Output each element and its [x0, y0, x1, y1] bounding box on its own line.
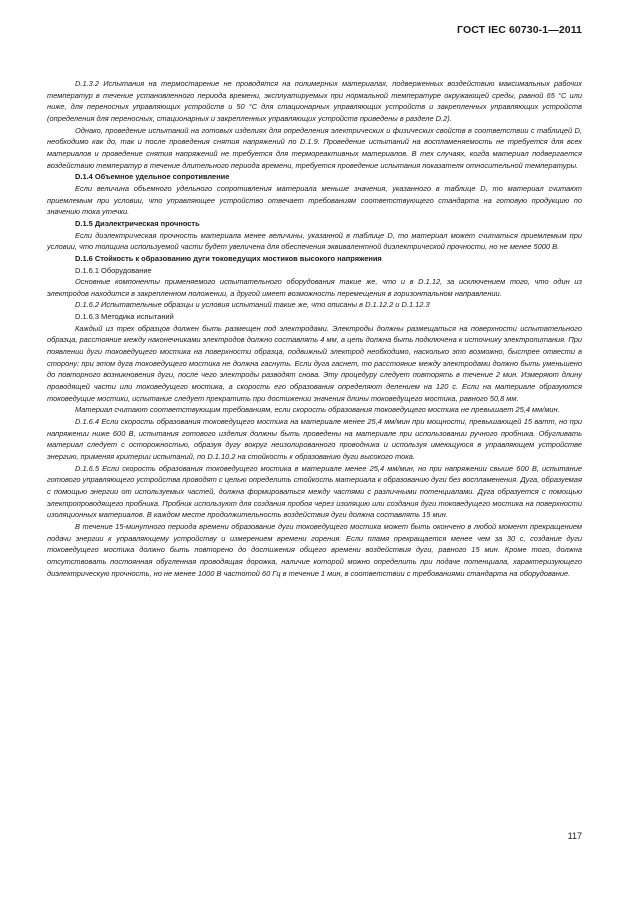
paragraph-test-method: Каждый из трех образцов должен быть размещен под электродами. Электроды должны размещаться на поверхности испытательного образца, расстояние между наконечниками электродов должно составлять 4 мм, а цепь должна быть подключена к источнику электропитания. При появлении дуги токоведущего мостика на поверхности образца, подвижный электрод необходимо, насколько это возможно, быстрее отвести в сторону; при этом дуга токоведущего мостика не должна гаснуть. Если дуга гаснет, то расстояние между электродами должно быть уменьшено до повторного возникновения дуги, после чего электроды разводят снова. Эту процедуру следует повторять в течение 2 мин. Измеряют длину проводящей части или токоведущего мостика, а скорость его образования определяют делением на 120 с. Если на материале образуются токоведущие мостики, испытание следует прекратить при достижении значения длины токоведущего мостика, равного 50,8 мм.: [47, 323, 582, 403]
paragraph-15-minute-period: В течение 15-минутного периода времени образование дуги токоведущего мостика может быть окончено в любой момент прекращением подачи энергии к управляющему устройству и измерением времени горения. Если пламя прекращается менее чем за 30 с, создание дуги токоведущего мостика должно быть повторено до достижения общего времени воздействия дуги, равного 15 мин. Кроме того, должна отсутствовать постоянная обугленная проводящая дорожка, наличие которой можно определить при подаче потенциала, характеризующего диэлектрическую прочность, но не менее 1000 В частотой 60 Гц в течение 1 мин, в соответствии с требованиями стандарта на оборудование.: [47, 521, 582, 578]
paragraph-dielectric-strength: Если диэлектрическая прочность материала менее величины, указанной в таблице D, то материал может считаться приемлемым при условии, что толщина используемой части будет увеличена для обеспечения эквивалентной диэлектрической прочности, но не менее 5000 В.: [47, 230, 582, 252]
paragraph-d-1-6-5: D.1.6.5 Если скорость образования токоведущего мостика в материале менее 25,4 мм/мин, но при напряжении свыше 600 В, испытание готового управляющего устройства проводят с целью определить стойкость материала к образованию дуги без воспламенения. Дуга, образуемая с помощью энергии от используемых частей, должна формироваться между частями с различными потенциалами. Дуга образуется с помощью электропроводящего пробника. Пробник используют для создания пробоя через изоляцию или создания дуги токоведущего мостика на поверхности изоляционных материалов. В каждом месте продолжительность воздействия дуги должна составлять 15 мин.: [47, 463, 582, 520]
paragraph-volume-resistivity: Если величина объемного удельного сопротивления материала меньше значения, указанного в таблице D, то материал считают приемлемым при условии, что управляющее устройство отвечает требованиям соответствующего стандарта на готовую продукцию по значению тока утечки.: [47, 183, 582, 217]
paragraph-acceptance: Материал считают соответствующим требованиям, если скорость образования токоведущего мостика не превышает 25,4 мм/мин.: [75, 405, 560, 415]
page-number: 117: [567, 831, 582, 841]
subsection-heading-d-1-6-3: D.1.6.3 Методика испытаний: [75, 312, 174, 322]
paragraph-d-1-6-2: D.1.6.2 Испытательные образцы и условия испытаний такие же, что описаны в D.1.12.2 и D.1.12.3: [75, 300, 430, 310]
section-heading-d-1-5: D.1.5 Диэлектрическая прочность: [75, 218, 200, 228]
section-heading-d-1-6: D.1.6 Стойкость к образованию дуги токоведущих мостиков высокого напряжения: [75, 253, 382, 263]
paragraph-however: Однако, проведение испытаний на готовых изделиях для определения электрических и физических свойств в соответствии с таблицей D, необходимо как до, так и после проведения снятия напряжений по D.1.9. Проведение испытаний на воспламеняемость не требуется для всех материалов и проведение снятия напряжений не требуется для термореактивных материалов. В тех случаях, когда материал подвергается воздействию температур в течение длительного периода времени, требуется проведение испытания показателя относительной температуры.: [47, 125, 582, 170]
subsection-heading-d-1-6-1: D.1.6.1 Оборудование: [75, 265, 152, 275]
section-heading-d-1-4: D.1.4 Объемное удельное сопротивление: [75, 172, 230, 182]
page-body: [47, 78, 582, 579]
paragraph-d-1-3-2: D.1.3.2 Испытания на термостарение не проводятся на полимерных материалах, подверженных воздействию максимальных рабочих температур в течение установленного периода времени, эксплуатируемых при нормальной температуре окружающей среды, равной 65 °С или ниже, для переносных управляющих устройств и 50 °С для стационарных управляющих устройств и закрепленных управляющих устройств (определения для переносных, стационарных и закрепленных управляющих устройств приведены в разделе D.2).: [47, 79, 582, 123]
document-header: ГОСТ IEC 60730-1—2011: [457, 24, 582, 36]
paragraph-d-1-6-4: D.1.6.4 Если скорость образования токоведущего мостика на материале менее 25,4 мм/мин при мощности, превышающей 15 ватт, но при напряжении ниже 600 В, испытания готового изделия должны быть проведены на материале при использовании ручного пробника. Обугливать материал следует с осторожностью, образуя дугу вокруг неизолированного проводника и используя имеющуюся в управляющем устройстве энергию, применяя критерии испытаний, по D.1.10.2 на стойкость к образованию дуги высокого тока.: [47, 417, 582, 461]
paragraph-equipment: Основные компоненты применяемого испытательного оборудования такие же, что и в D.1.12, за исключением того, что один из электродов находится в закрепленном положении, а другой имеет возможность перемещения в горизонтальном направлении.: [47, 277, 582, 298]
